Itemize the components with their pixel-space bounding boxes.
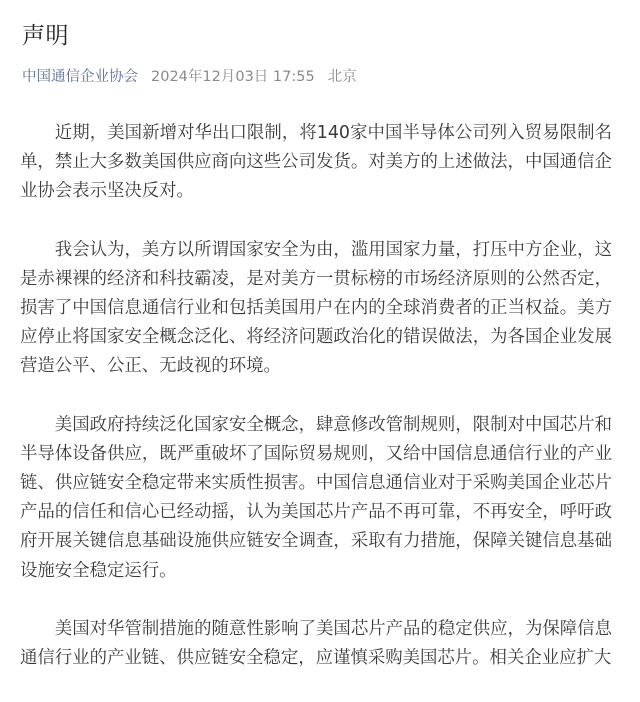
article-meta xyxy=(22,67,357,87)
account-name-link[interactable]: 中国通信企业协会 xyxy=(22,69,138,85)
paragraph-2: 我会认为，美方以所谓国家安全为由，滥用国家力量，打压中方企业，这是赤裸裸的经济和科技霸凌，是对美方一贯标榜的市场经济原则的公然否定，损害了中国信息通信行业和包括美国用户在内的全球消费者的正当权益。美方应停止将国家安全概念泛化、将经济问题政治化的错误做法，为各国企业发展营造公平、公正、无歧视的环境。 xyxy=(20,239,612,377)
publish-location: 北京 xyxy=(327,69,357,85)
publish-time: 2024年12月03日 17:55 xyxy=(151,69,315,85)
article-title: 声明 xyxy=(22,23,69,49)
paragraph-3: 美国政府持续泛化国家安全概念，肆意修改管制规则，限制对中国芯片和半导体设备供应，既严重破坏了国际贸易规则，又给中国信息通信行业的产业链、供应链安全稳定带来实质性损害。中国信息通信业对于采购美国企业芯片产品的信任和信心已经动摇，认为美国芯片产品不再可靠，不再安全，呼吁政府开展关键信息基础设施供应链安全调查，采取有力措施，保障关键信息基础设施安全稳定运行。 xyxy=(20,414,612,581)
paragraph-1: 近期，美国新增对华出口限制，将140家中国半导体公司列入贸易限制名单，禁止大多数美国供应商向这些公司发货。对美方的上述做法，中国通信企业协会表示坚决反对。 xyxy=(20,123,612,202)
article-body xyxy=(20,119,612,702)
paragraph-4: 美国对华管制措施的随意性影响了美国芯片产品的稳定供应，为保障信息通信行业的产业链、供应链安全稳定，应谨慎采购美国芯片。相关企业应扩大 xyxy=(20,618,612,669)
